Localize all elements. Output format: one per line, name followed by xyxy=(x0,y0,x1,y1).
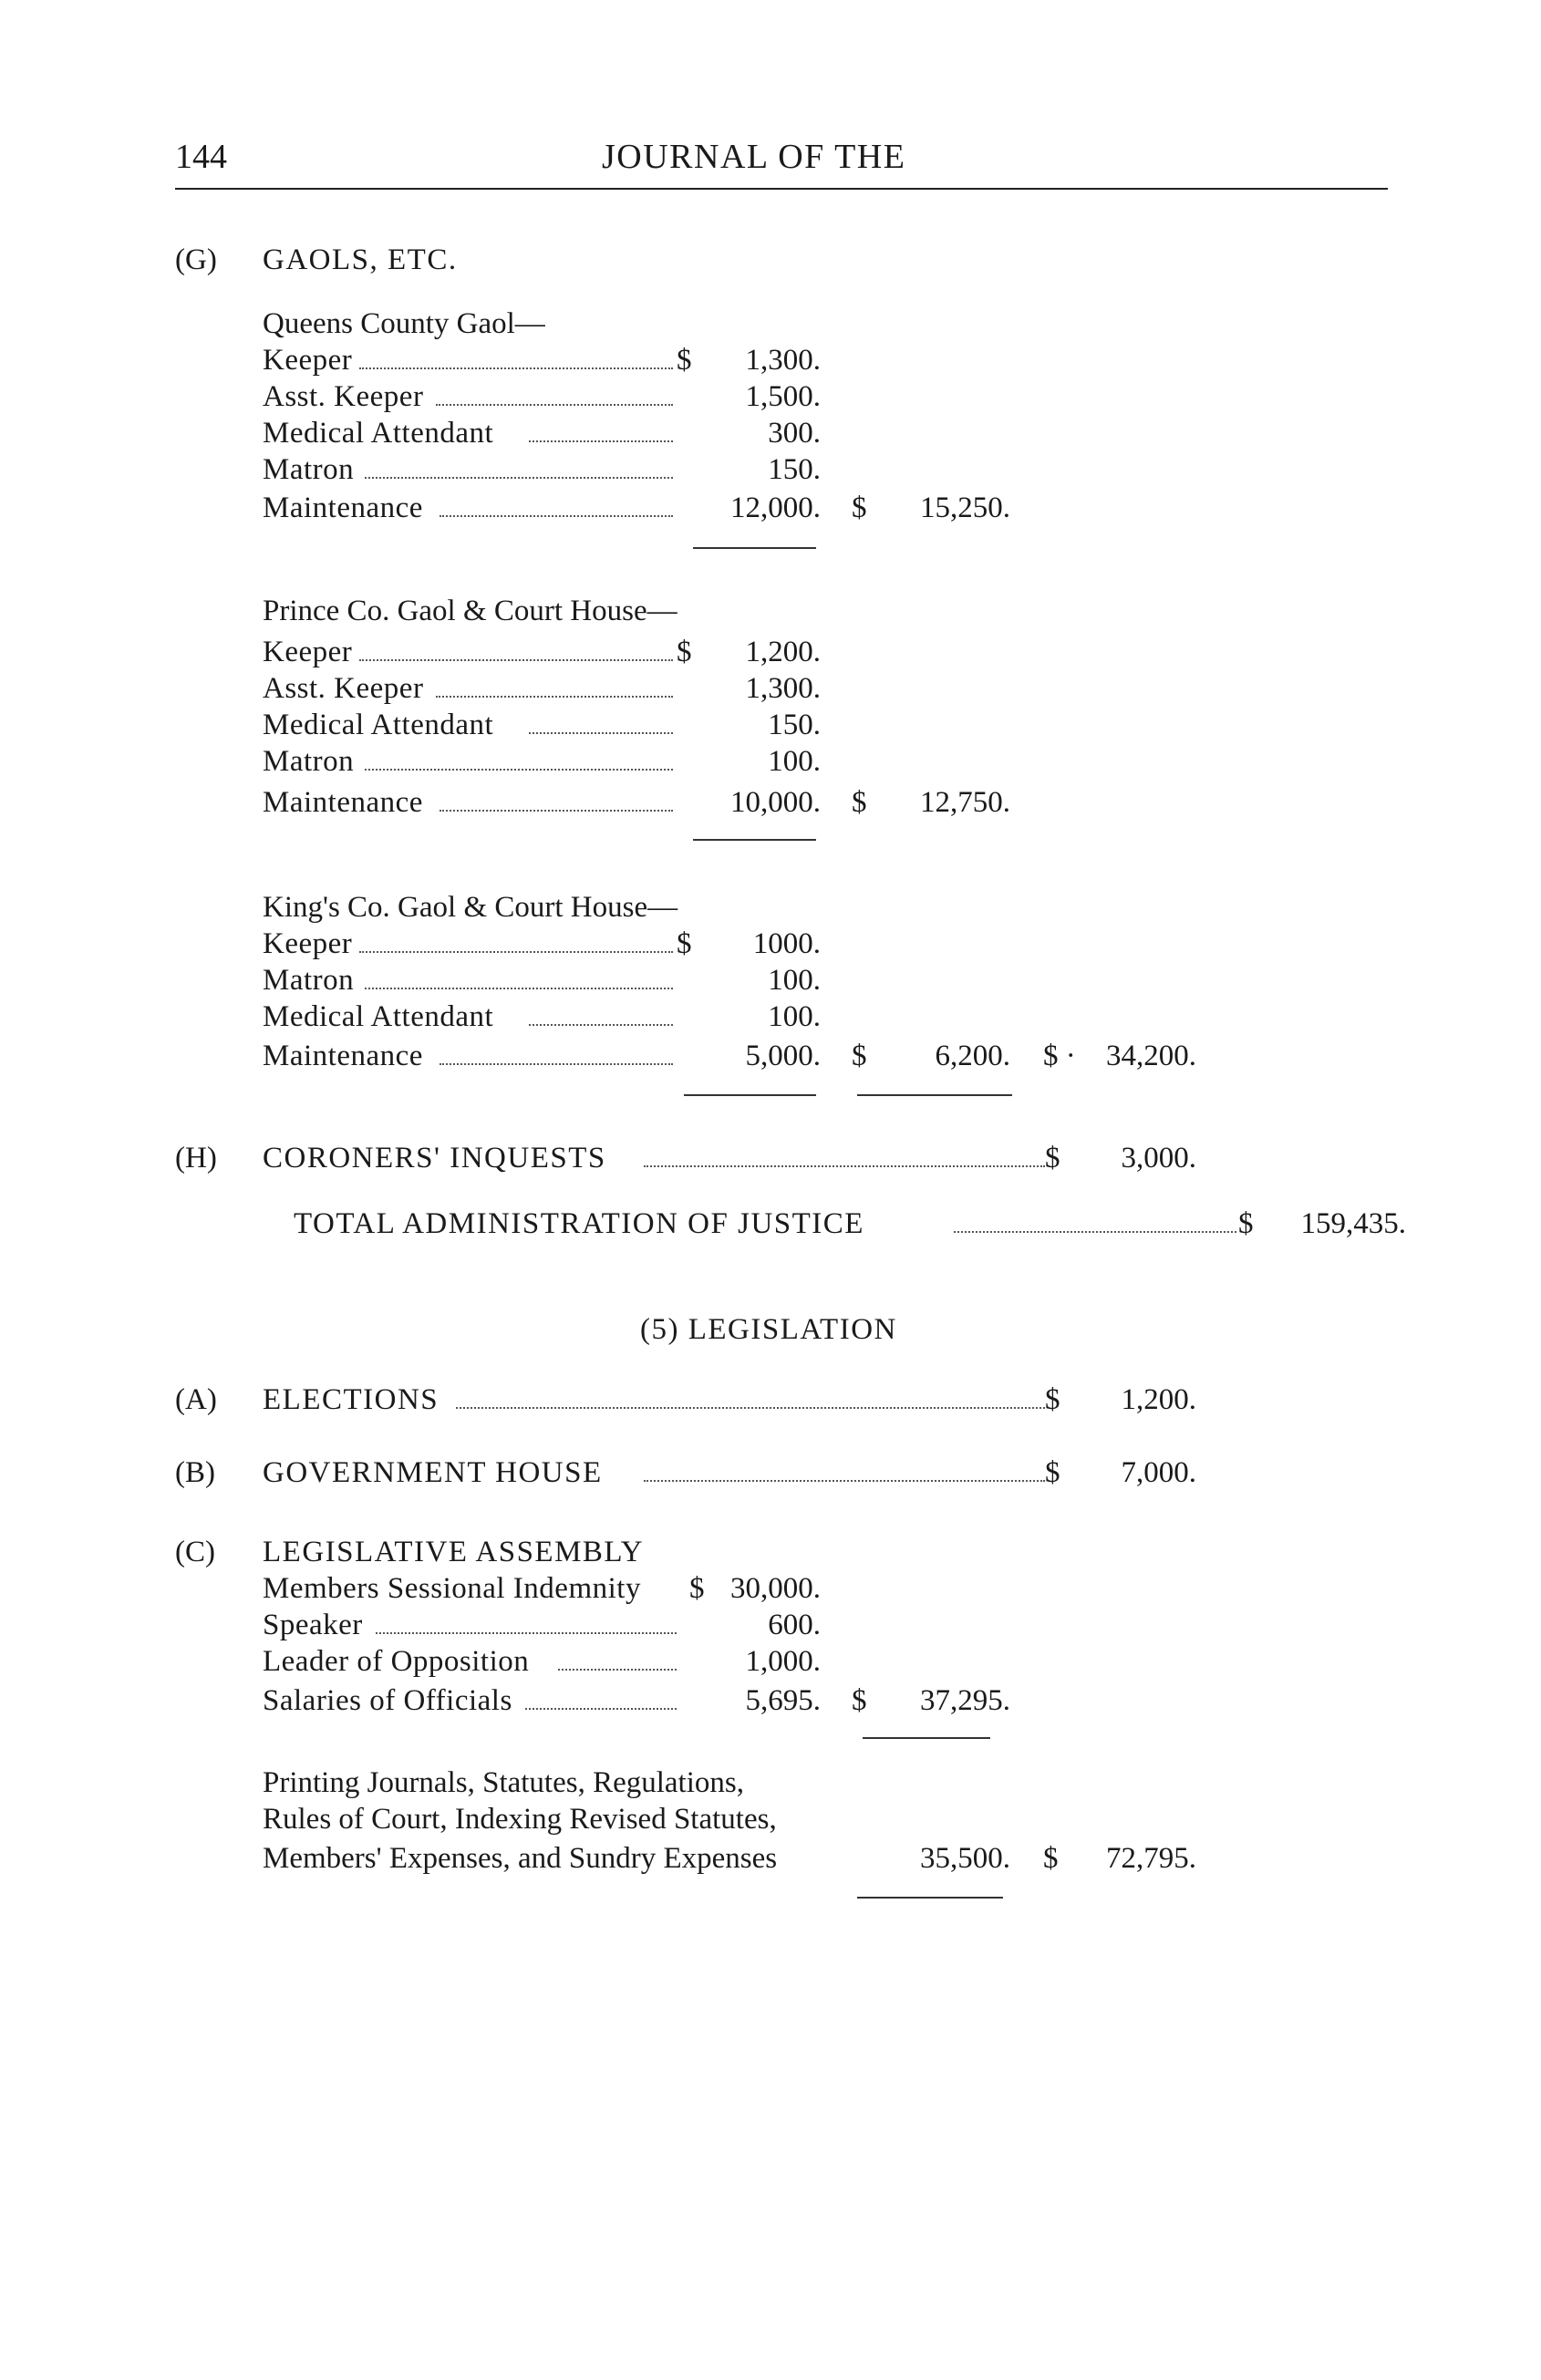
leader-dots xyxy=(376,1632,677,1634)
dollar-sign: $ xyxy=(852,1040,867,1072)
assembly-row-label: Members Sessional Indemnity xyxy=(263,1572,641,1605)
queens-subtotal: 15,250. xyxy=(920,492,1010,524)
queens-row-amount: 12,000. xyxy=(730,492,821,524)
prince-subtotal: 12,750. xyxy=(920,786,1010,819)
kings-subtotal: 6,200. xyxy=(935,1040,1010,1072)
section-b-letter: (B) xyxy=(175,1456,215,1489)
dollar-sign: $ · xyxy=(1043,1040,1076,1072)
dollar-sign: $ xyxy=(1045,1142,1060,1174)
leader-dots xyxy=(456,1407,1045,1409)
queens-row-label: Medical Attendant xyxy=(263,417,494,450)
queens-row-label: Maintenance xyxy=(263,492,423,524)
leader-dots xyxy=(440,1063,673,1065)
section-b-title: GOVERNMENT HOUSE xyxy=(263,1456,603,1489)
queens-heading: Queens County Gaol— xyxy=(263,307,545,340)
total-justice-amount: 159,435. xyxy=(1300,1207,1406,1240)
kings-heading: King's Co. Gaol & Court House— xyxy=(263,891,678,924)
dollar-sign: $ xyxy=(677,636,692,668)
kings-row-label: Medical Attendant xyxy=(263,1000,494,1033)
prince-row-label: Asst. Keeper xyxy=(263,672,424,705)
total-justice-label: TOTAL ADMINISTRATION OF JUSTICE xyxy=(294,1207,864,1240)
leader-dots xyxy=(359,367,673,369)
dollar-sign: $ xyxy=(852,492,867,524)
leader-dots xyxy=(529,1024,673,1026)
prince-row-label: Medical Attendant xyxy=(263,709,494,741)
queens-row-amount: 300. xyxy=(768,417,821,450)
section-c-letter: (C) xyxy=(175,1536,215,1568)
prince-row-amount: 100. xyxy=(768,745,821,778)
page-number: 144 xyxy=(175,138,227,176)
dollar-sign: $ xyxy=(1045,1456,1060,1489)
assembly-row-amount: 600. xyxy=(768,1609,821,1641)
total-rule xyxy=(857,1094,1012,1096)
subtotal-rule xyxy=(863,1737,990,1739)
dollar-sign: $ xyxy=(677,927,692,960)
subtotal-rule xyxy=(684,1094,816,1096)
leader-dots xyxy=(644,1165,1045,1167)
leader-dots xyxy=(644,1480,1045,1482)
dollar-sign: $ xyxy=(677,344,692,377)
section-a-letter: (A) xyxy=(175,1383,217,1416)
kings-row-label: Matron xyxy=(263,964,355,997)
queens-row-amount: 1,500. xyxy=(745,380,821,413)
dollar-sign: $ xyxy=(852,1684,867,1717)
assembly-row-label: Salaries of Officials xyxy=(263,1684,512,1717)
section-c-title: LEGISLATIVE ASSEMBLY xyxy=(263,1536,645,1568)
leader-dots xyxy=(436,696,673,698)
prince-row-amount: 150. xyxy=(768,709,821,741)
section-g-total: 34,200. xyxy=(1106,1040,1196,1072)
section-h-letter: (H) xyxy=(175,1142,217,1174)
prince-row-amount: 1,200. xyxy=(745,636,821,668)
queens-row-label: Asst. Keeper xyxy=(263,380,424,413)
leader-dots xyxy=(558,1669,677,1671)
assembly-row-amount: 30,000. xyxy=(730,1572,821,1605)
total-rule xyxy=(857,1897,1003,1899)
printing-line: Rules of Court, Indexing Revised Statutes, xyxy=(263,1803,777,1836)
leader-dots xyxy=(525,1708,677,1710)
prince-row-amount: 10,000. xyxy=(730,786,821,819)
queens-row-label: Keeper xyxy=(263,344,353,377)
assembly-subtotal: 37,295. xyxy=(920,1684,1010,1717)
prince-row-label: Maintenance xyxy=(263,786,423,819)
printing-line: Printing Journals, Statutes, Regulations, xyxy=(263,1766,744,1799)
assembly-row-label: Leader of Opposition xyxy=(263,1645,530,1678)
subtotal-rule xyxy=(693,547,816,549)
kings-row-amount: 5,000. xyxy=(745,1040,821,1072)
kings-row-label: Keeper xyxy=(263,927,353,960)
kings-row-amount: 1000. xyxy=(752,927,821,960)
prince-row-label: Matron xyxy=(263,745,355,778)
leader-dots xyxy=(440,515,673,517)
dollar-sign: $ xyxy=(1043,1842,1059,1875)
queens-row-label: Matron xyxy=(263,453,355,486)
running-title: JOURNAL OF THE xyxy=(602,138,906,176)
leader-dots xyxy=(359,951,673,953)
section-b-amount: 7,000. xyxy=(1121,1456,1196,1489)
leader-dots xyxy=(359,659,673,661)
dollar-sign: $ xyxy=(689,1572,705,1605)
legislation-heading: (5) LEGISLATION xyxy=(640,1313,897,1346)
leader-dots xyxy=(529,732,673,734)
assembly-row-amount: 1,000. xyxy=(745,1645,821,1678)
leader-dots xyxy=(529,440,673,442)
section-g-title: GAOLS, ETC. xyxy=(263,243,458,276)
leader-dots xyxy=(440,810,673,812)
queens-row-amount: 1,300. xyxy=(745,344,821,377)
prince-heading: Prince Co. Gaol & Court House— xyxy=(263,595,677,627)
prince-row-amount: 1,300. xyxy=(745,672,821,705)
leader-dots xyxy=(365,988,673,989)
assembly-row-label: Speaker xyxy=(263,1609,363,1641)
section-h-title: CORONERS' INQUESTS xyxy=(263,1142,606,1174)
kings-row-amount: 100. xyxy=(768,964,821,997)
dollar-sign: $ xyxy=(1045,1383,1060,1416)
prince-row-label: Keeper xyxy=(263,636,353,668)
printing-amount: 35,500. xyxy=(920,1842,1010,1875)
header-rule xyxy=(175,188,1388,190)
section-h-amount: 3,000. xyxy=(1121,1142,1196,1174)
assembly-row-amount: 5,695. xyxy=(745,1684,821,1717)
dollar-sign: $ xyxy=(852,786,867,819)
leader-dots xyxy=(365,477,673,479)
kings-row-label: Maintenance xyxy=(263,1040,423,1072)
section-a-amount: 1,200. xyxy=(1121,1383,1196,1416)
leader-dots xyxy=(365,769,673,771)
kings-row-amount: 100. xyxy=(768,1000,821,1033)
printing-line: Members' Expenses, and Sundry Expenses xyxy=(263,1842,778,1875)
leader-dots xyxy=(954,1231,1236,1233)
leader-dots xyxy=(436,404,673,406)
queens-row-amount: 150. xyxy=(768,453,821,486)
section-g-letter: (G) xyxy=(175,243,217,276)
assembly-total: 72,795. xyxy=(1106,1842,1196,1875)
subtotal-rule xyxy=(693,839,816,841)
dollar-sign: $ xyxy=(1238,1207,1254,1240)
section-a-title: ELECTIONS xyxy=(263,1383,440,1416)
